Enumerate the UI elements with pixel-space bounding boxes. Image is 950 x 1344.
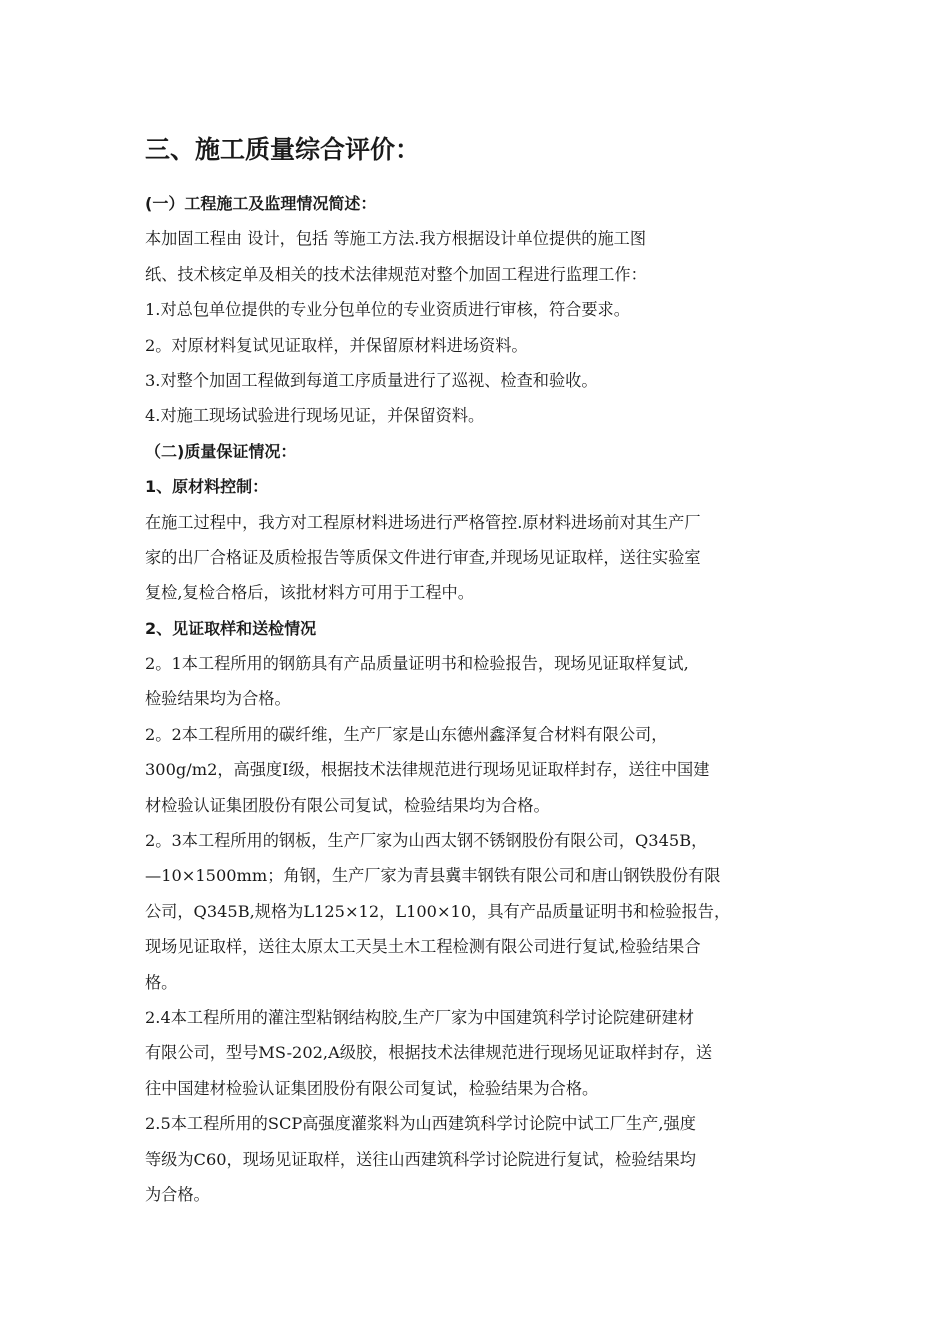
paragraph-line: 有限公司，型号MS-202,A级胶，根据技术法律规范进行现场见证取样封存，送 — [145, 1043, 713, 1063]
paragraph-line: 300g/m2，高强度Ⅰ级，根据技术法律规范进行现场见证取样封存，送往中国建 — [145, 760, 710, 780]
section-title: 三、施工质量综合评价： — [145, 135, 421, 164]
paragraph-line: 2。对原材料复试见证取样，并保留原材料进场资料。 — [145, 335, 528, 355]
paragraph-line: 2.5本工程所用的SCP高强度灌浆料为山西建筑科学讨论院中试工厂生产,强度 — [145, 1114, 696, 1134]
paragraph-line: 现场见证取样，送往太原太工天昊土木工程检测有限公司进行复试,检验结果合 — [145, 937, 701, 957]
document-body — [145, 186, 815, 1212]
section-heading: 2、见证取样和送检情况 — [145, 618, 317, 638]
paragraph-line: 格。 — [145, 972, 178, 992]
paragraph-line: 本加固工程由 设计，包括 等施工方法.我方根据设计单位提供的施工图 — [145, 229, 647, 249]
section-heading: 1、原材料控制： — [145, 477, 269, 497]
paragraph-line: 3.对整个加固工程做到每道工序质量进行了巡视、检查和验收。 — [145, 370, 598, 390]
section-heading: （二)质量保证情况： — [145, 441, 297, 461]
paragraph-line: 等级为C60，现场见证取样，送往山西建筑科学讨论院进行复试，检验结果均 — [145, 1149, 696, 1169]
section-heading: (一）工程施工及监理情况简述： — [145, 194, 377, 213]
paragraph-line: 复检,复检合格后，该批材料方可用于工程中。 — [145, 583, 474, 603]
paragraph-line: 为合格。 — [145, 1184, 210, 1204]
paragraph-line: 4.对施工现场试验进行现场见证，并保留资料。 — [145, 406, 485, 426]
paragraph-line: 1.对总包单位提供的专业分包单位的专业资质进行审核，符合要求。 — [145, 300, 630, 320]
paragraph-line: 2。3本工程所用的钢板，生产厂家为山西太钢不锈钢股份有限公司，Q345B， — [145, 831, 708, 851]
paragraph-line: 2。2本工程所用的碳纤维，生产厂家是山东德州鑫泽复合材料有限公司， — [145, 724, 668, 744]
paragraph-line: —10×1500mm；角钢，生产厂家为青县冀丰钢铁有限公司和唐山钢铁股份有限 — [145, 866, 721, 886]
paragraph-line: 2。1本工程所用的钢筋具有产品质量证明书和检验报告，现场见证取样复试, — [145, 654, 689, 674]
paragraph-line: 检验结果均为合格。 — [145, 689, 291, 709]
paragraph-line: 2.4本工程所用的灌注型粘钢结构胶,生产厂家为中国建筑科学讨论院建研建材 — [145, 1007, 694, 1027]
paragraph-line: 公司，Q345B,规格为L125×12，L100×10，具有产品质量证明书和检验报告， — [145, 901, 731, 921]
paragraph-line: 往中国建材检验认证集团股份有限公司复试，检验结果为合格。 — [145, 1078, 599, 1098]
paragraph-line: 材检验认证集团股份有限公司复试，检验结果均为合格。 — [145, 795, 550, 815]
paragraph-line: 纸、技术核定单及相关的技术法律规范对整个加固工程进行监理工作： — [145, 264, 647, 284]
paragraph-line: 在施工过程中，我方对工程原材料进场进行严格管控.原材料进场前对其生产厂 — [145, 512, 701, 532]
paragraph-line: 家的出厂合格证及质检报告等质保文件进行审查,并现场见证取样，送往实验室 — [145, 547, 701, 567]
